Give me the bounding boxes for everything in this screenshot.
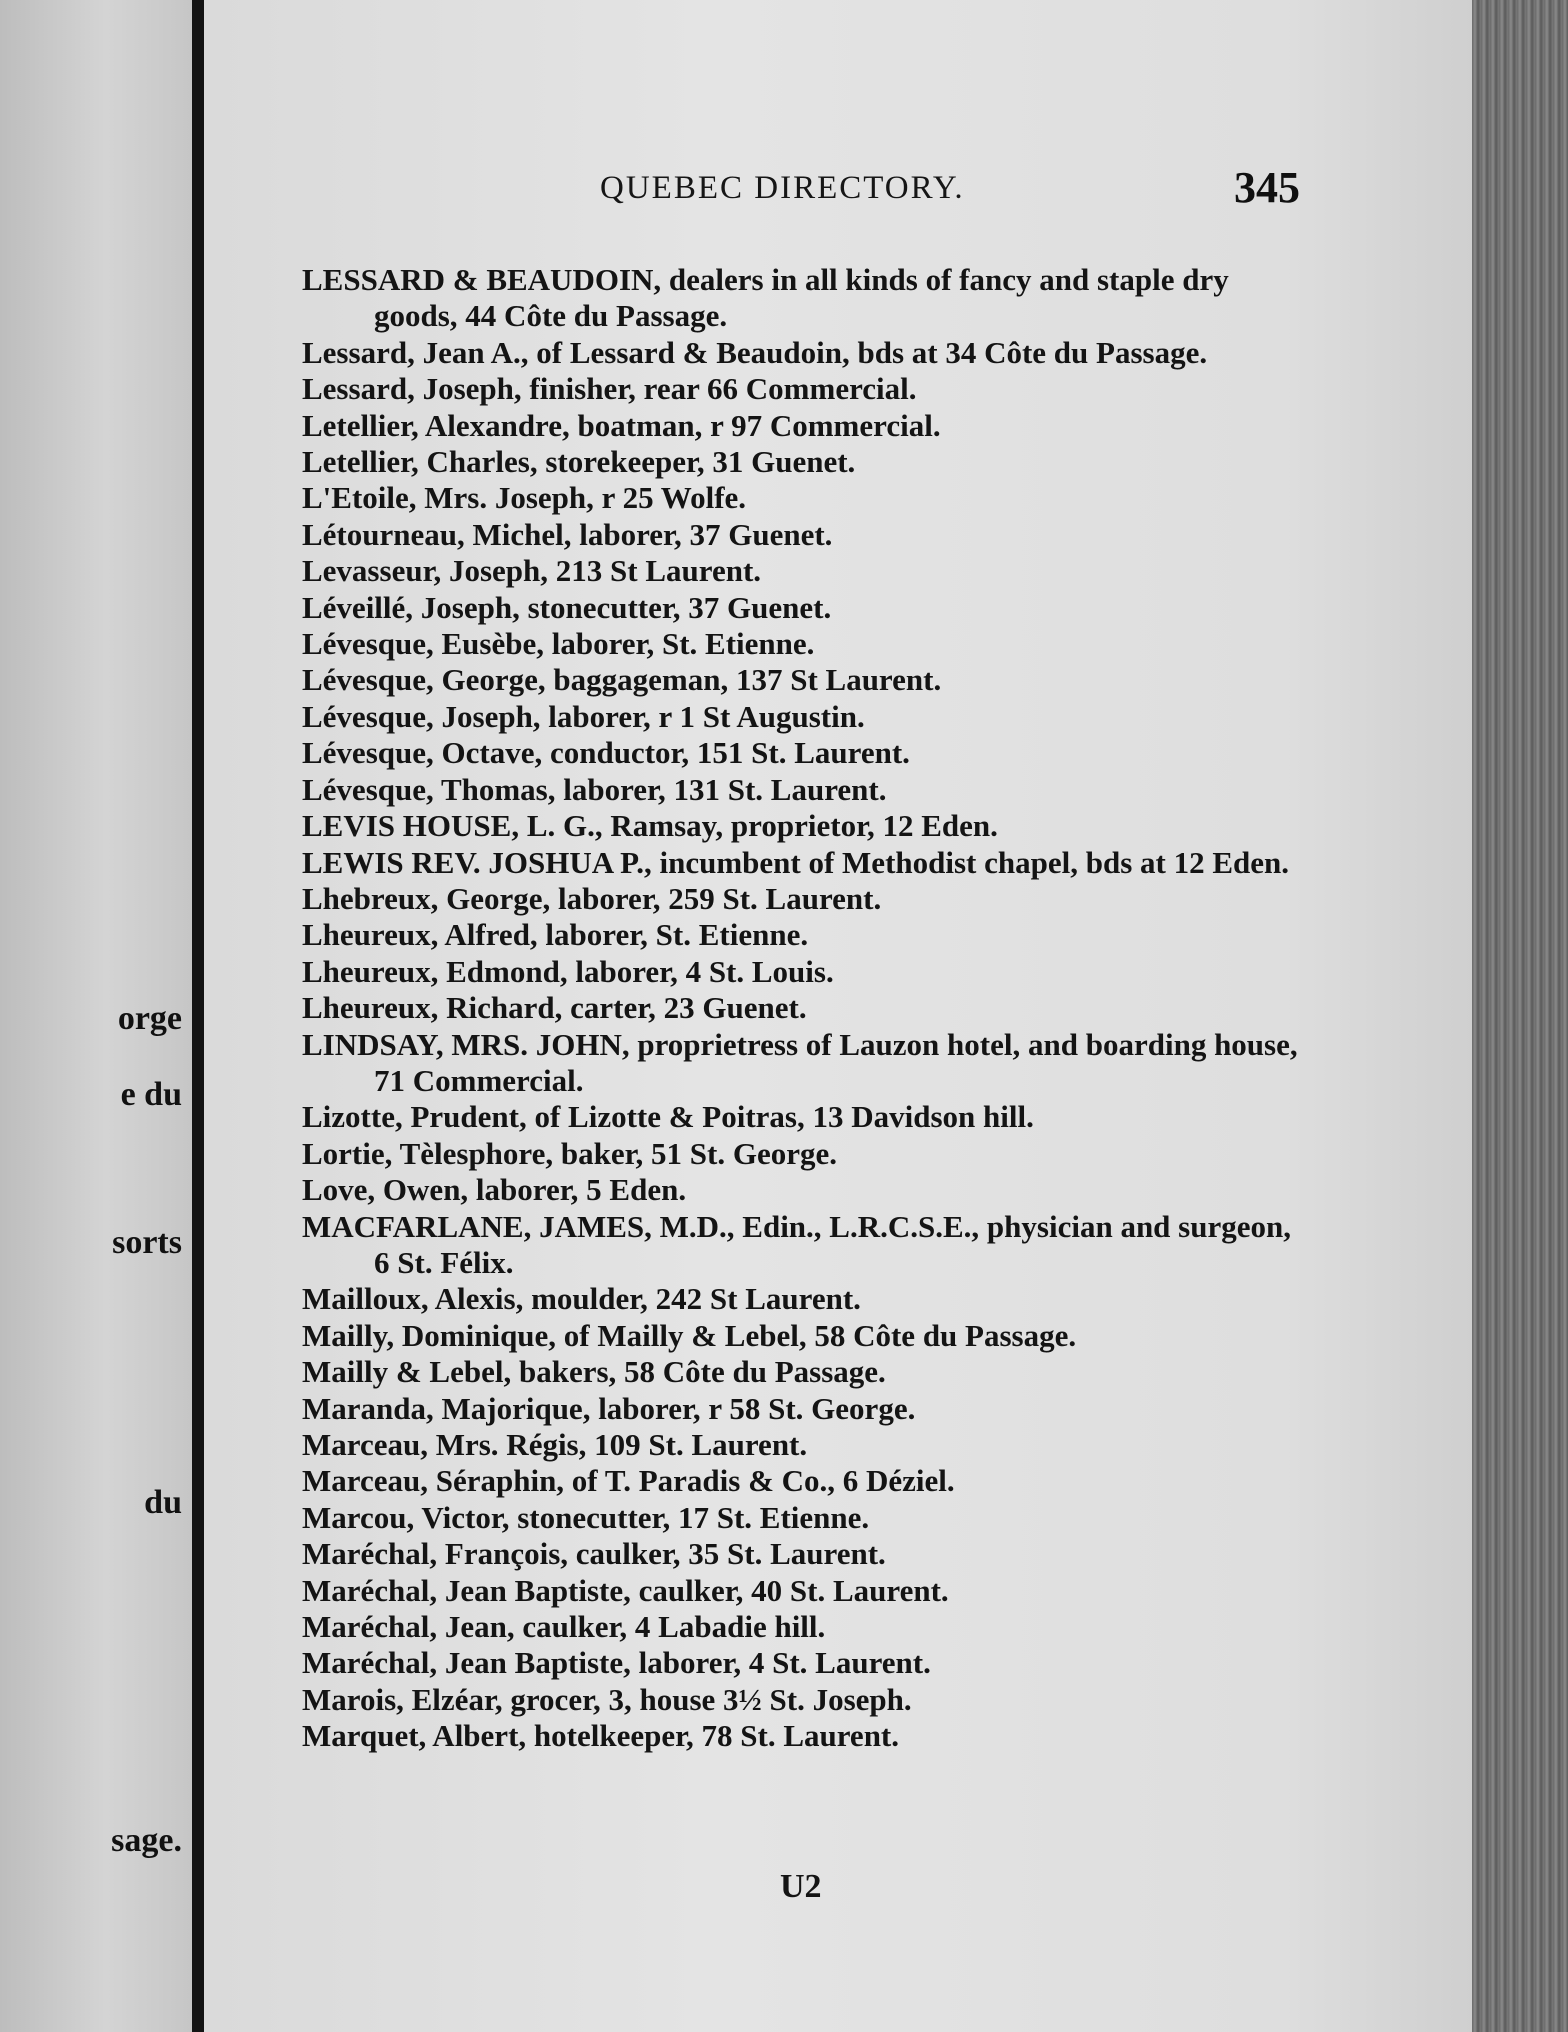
page-header	[400, 162, 1300, 222]
entry-text: Lheureux, Edmond, laborer, 4 St. Louis.	[302, 953, 834, 989]
left-page-edge	[0, 0, 192, 2032]
entry-text: Marceau, Séraphin, of T. Paradis & Co., 6 Déziel.	[302, 1463, 955, 1499]
directory-entry	[302, 1718, 1302, 1754]
directory-entry	[302, 1209, 1302, 1282]
entry-text: Lévesque, Octave, conductor, 151 St. Laurent.	[302, 735, 910, 771]
directory-entry	[302, 444, 1302, 480]
left-fragment: orge	[117, 1000, 182, 1037]
entry-text: Maréchal, Jean Baptiste, laborer, 4 St. Laurent.	[302, 1645, 931, 1681]
directory-entry	[302, 1536, 1302, 1572]
directory-entry	[302, 1427, 1302, 1463]
book-gutter	[192, 0, 204, 2032]
entry-text: Marois, Elzéar, grocer, 3, house 3½ St. Joseph.	[302, 1681, 912, 1717]
directory-entry	[302, 371, 1302, 407]
entry-text: Lortie, Tèlesphore, baker, 51 St. George.	[302, 1135, 837, 1171]
directory-entry	[302, 1573, 1302, 1609]
directory-entry	[302, 1391, 1302, 1427]
entry-text: Letellier, Alexandre, boatman, r 97 Commercial.	[302, 407, 941, 443]
entry-text: Maréchal, Jean, caulker, 4 Labadie hill.	[302, 1609, 826, 1645]
running-title: QUEBEC DIRECTORY.	[600, 170, 965, 206]
directory-entry	[302, 699, 1302, 735]
entry-text: Love, Owen, laborer, 5 Eden.	[302, 1172, 687, 1208]
directory-entries	[302, 262, 1302, 1755]
entry-text: Lévesque, Thomas, laborer, 131 St. Laurent.	[302, 771, 887, 807]
directory-entry	[302, 1682, 1302, 1718]
directory-entry	[302, 735, 1302, 771]
entry-text: Marcou, Victor, stonecutter, 17 St. Etienne.	[302, 1499, 870, 1535]
directory-entry	[302, 1609, 1302, 1645]
left-fragment: sage.	[111, 1822, 182, 1859]
entry-text: Mailly, Dominique, of Mailly & Lebel, 58 Côte du Passage.	[302, 1317, 1077, 1353]
entry-text: Létourneau, Michel, laborer, 37 Guenet.	[302, 516, 833, 552]
directory-entry	[302, 1136, 1302, 1172]
directory-entry	[302, 1027, 1302, 1100]
entry-text: Maranda, Majorique, laborer, r 58 St. George.	[302, 1390, 916, 1426]
page-stack-edges	[1472, 0, 1568, 2032]
directory-entry	[302, 480, 1302, 516]
entry-text: L'Etoile, Mrs. Joseph, r 25 Wolfe.	[302, 480, 747, 516]
signature-mark: U2	[780, 1868, 822, 1905]
directory-entry	[302, 553, 1302, 589]
entry-text: LESSARD & BEAUDOIN, dealers in all kinds of fancy and staple dry goods, 44 Côte du Passage.	[302, 262, 1229, 334]
directory-entry	[302, 1099, 1302, 1135]
directory-entry	[302, 917, 1302, 953]
entry-text: LEVIS HOUSE, L. G., Ramsay, proprietor, 12 Eden.	[302, 808, 998, 844]
entry-text: Maréchal, François, caulker, 35 St. Laurent.	[302, 1536, 886, 1572]
entry-text: Lévesque, George, baggageman, 137 St Laurent.	[302, 662, 942, 698]
left-fragment: sorts	[112, 1224, 182, 1261]
entry-text: LEWIS REV. JOSHUA P., incumbent of Methodist chapel, bds at 12 Eden.	[302, 844, 1290, 880]
directory-entry	[302, 881, 1302, 917]
left-fragment: e du	[120, 1076, 182, 1113]
directory-entry	[302, 626, 1302, 662]
directory-entry	[302, 408, 1302, 444]
directory-entry	[302, 335, 1302, 371]
entry-text: Lizotte, Prudent, of Lizotte & Poitras, 13 Davidson hill.	[302, 1099, 1034, 1135]
entry-text: Lheureux, Alfred, laborer, St. Etienne.	[302, 917, 809, 953]
directory-entry	[302, 517, 1302, 553]
entry-text: Lévesque, Eusèbe, laborer, St. Etienne.	[302, 626, 815, 662]
entry-text: Mailloux, Alexis, moulder, 242 St Laurent.	[302, 1281, 861, 1317]
entry-text: LINDSAY, MRS. JOHN, proprietress of Lauzon hotel, and boarding house, 71 Commercial.	[302, 1026, 1298, 1098]
entry-text: Levasseur, Joseph, 213 St Laurent.	[302, 553, 762, 589]
entry-text: Marquet, Albert, hotelkeeper, 78 St. Laurent.	[302, 1718, 900, 1754]
entry-text: Maréchal, Jean Baptiste, caulker, 40 St. Laurent.	[302, 1572, 949, 1608]
entry-text: Lheureux, Richard, carter, 23 Guenet.	[302, 990, 807, 1026]
directory-entry	[302, 1318, 1302, 1354]
directory-entry	[302, 1463, 1302, 1499]
entry-text: MACFARLANE, JAMES, M.D., Edin., L.R.C.S.E., physician and surgeon, 6 St. Félix.	[302, 1208, 1291, 1280]
directory-entry	[302, 954, 1302, 990]
entry-text: Lessard, Joseph, finisher, rear 66 Commercial.	[302, 371, 917, 407]
directory-entry	[302, 845, 1302, 881]
entry-text: Marceau, Mrs. Régis, 109 St. Laurent.	[302, 1427, 808, 1462]
directory-entry	[302, 1354, 1302, 1390]
left-fragment: du	[144, 1484, 182, 1521]
entry-text: Letellier, Charles, storekeeper, 31 Guenet.	[302, 444, 856, 480]
directory-entry	[302, 262, 1302, 335]
directory-entry	[302, 1645, 1302, 1681]
entry-text: Lhebreux, George, laborer, 259 St. Laurent.	[302, 880, 882, 916]
entry-text: Lévesque, Joseph, laborer, r 1 St Augustin.	[302, 698, 865, 734]
directory-entry	[302, 808, 1302, 844]
directory-entry	[302, 1500, 1302, 1536]
directory-entry	[302, 662, 1302, 698]
directory-entry	[302, 1281, 1302, 1317]
directory-entry	[302, 1172, 1302, 1208]
entry-text: Léveillé, Joseph, stonecutter, 37 Guenet.	[302, 589, 832, 625]
entry-text: Mailly & Lebel, bakers, 58 Côte du Passage.	[302, 1354, 886, 1390]
entry-text: Lessard, Jean A., of Lessard & Beaudoin, bds at 34 Côte du Passage.	[302, 334, 1208, 370]
directory-entry	[302, 772, 1302, 808]
directory-entry	[302, 990, 1302, 1026]
directory-entry	[302, 590, 1302, 626]
page-number: 345	[1234, 163, 1300, 212]
